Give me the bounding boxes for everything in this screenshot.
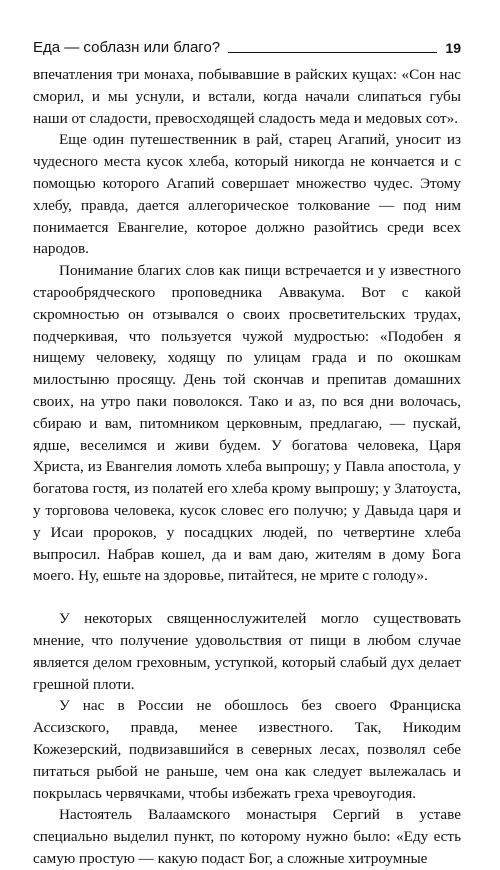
chapter-title: Еда — соблазн или благо? (33, 39, 221, 56)
paragraph: Настоятель Валаамского монастыря Сергий в уставе специально выделил пункт, по которому нужно было: «Еду есть самую простую — какую подаст Бог, а сложные хитроумные (33, 806, 461, 867)
header-rule (228, 52, 437, 53)
body-text (33, 64, 461, 870)
paragraph: У нас в России не обошлось без своего Франциска Ассизского, правда, менее известного. Так, Никодим Кожезерский, подвизавшийся в северных лесах, позволял себе питаться рыбой не раньше, чем она как следует вылежалась и покрылась червячками, чтобы избежать греха чревоугодия. (33, 697, 461, 802)
paragraph: Еще один путешественник в рай, старец Агапий, уносит из чудесного места кусок хлеба, который никогда не кончается и с помощью которого Агапий совершает множество чудес. Этому хлебу, правда, дается аллегорическое толкование — под ним понимается Евангелие, которое должно разойтись среди всех народов. (33, 131, 461, 258)
paragraph: Понимание благих слов как пищи встречается и у известного старообрядческого проповедника Аввакума. Вот с какой скромностью он отзывался о своих просветительских трудах, подчеркивая, что пользуется чужой мудростью: «Подобен я нищему человеку, ходящу по улицам града и по окошкам милостыню просящу. День той скончав и препитав домашних своих, на утро паки поволокся. Тако и аз, по вся дни волочась, сбираю и вам, питомником церковным, предлагаю, — пускай, ядше, веселимся и живи будем. У богатова человека, Царя Христа, из Евангелия ломоть хлеба выпрошу; у Павла апостола, у богатова гостя, из полатей его хлеба крому выпрошу; у Златоуста, у торговова человека, кусок словес его получю; у Давыда царя и у Исаи пророков, у посадцких людей, по четвертине хлеба выпросил. Набрав кошел, да и вам даю, жителям в дому Бога моего. Ну, ешьте на здоровье, питайтеся, не мрите с голоду». (33, 262, 461, 585)
running-head (33, 36, 461, 56)
paragraph: впечатления три монаха, побывавшие в райских кущах: «Сон нас сморил, и мы уснули, и встали, когда начали слипаться губы наши от сладости, превосходящей сладость меда и медовых сот». (33, 66, 461, 127)
page-number: 19 (445, 40, 461, 56)
paragraph: У некоторых священнослужителей могло существовать мнение, что получение удовольствия от пищи в любом случае является делом греховным, уступкой, который слабый дух делает грешной плоти. (33, 610, 461, 693)
